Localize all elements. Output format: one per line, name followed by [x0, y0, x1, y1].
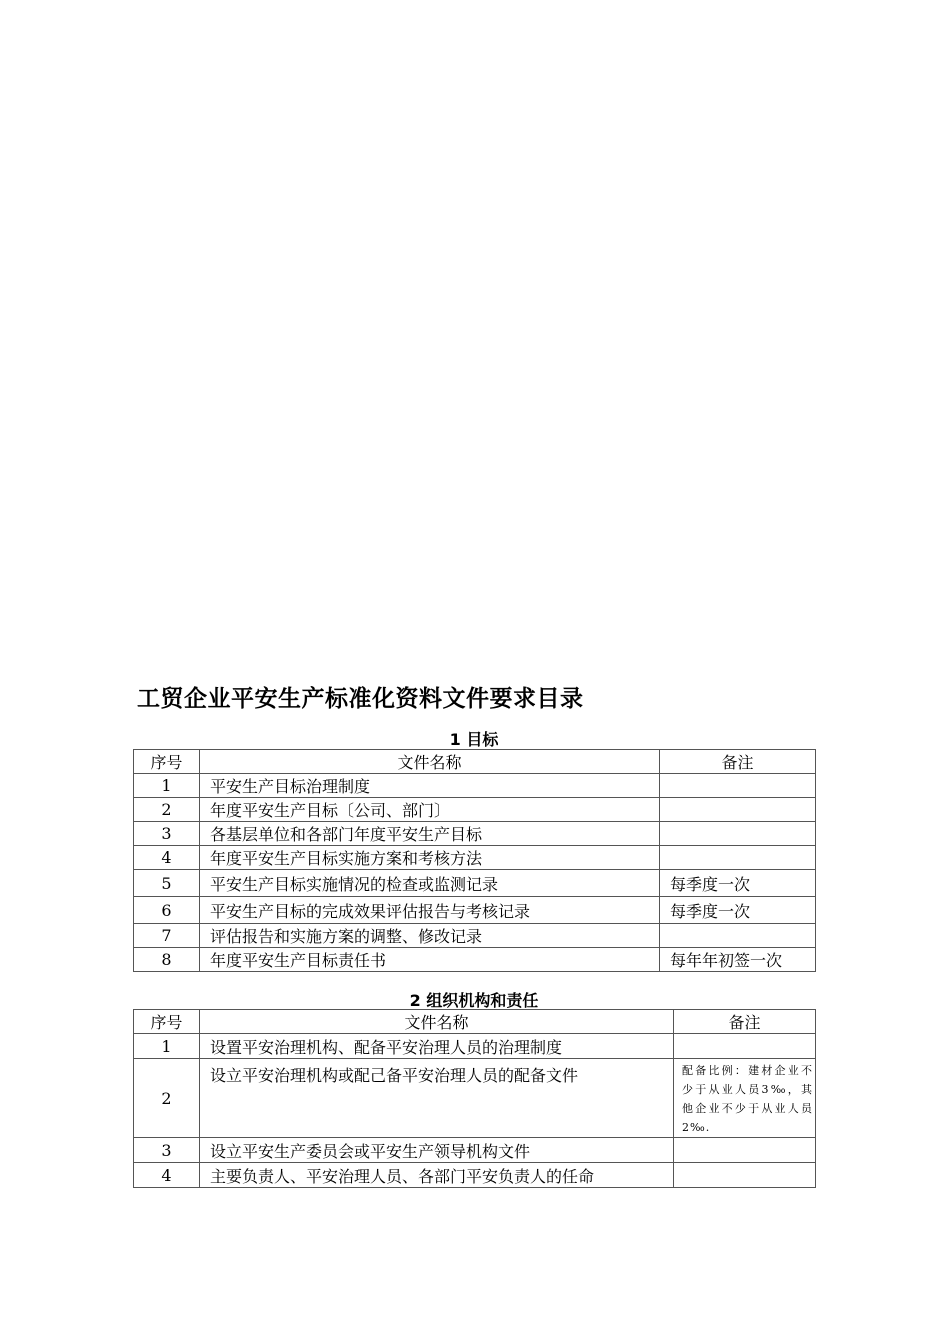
row-name: 设立平安治理机构或配己备平安治理人员的配备文件	[200, 1059, 674, 1138]
row-name: 平安生产目标治理制度	[200, 774, 660, 798]
table-row	[134, 924, 816, 948]
section-2-table	[133, 1009, 816, 1188]
row-name: 年度平安生产目标实施方案和考核方法	[200, 846, 660, 870]
table-row	[134, 1034, 816, 1059]
table-row	[134, 846, 816, 870]
row-no: 8	[134, 948, 200, 972]
row-name: 设立平安生产委员会或平安生产领导机构文件	[200, 1138, 674, 1163]
row-no: 1	[134, 774, 200, 798]
header-note: 备注	[674, 1010, 816, 1034]
table-row	[134, 1163, 816, 1188]
row-note	[674, 1163, 816, 1188]
table-row	[134, 870, 816, 897]
row-name: 年度平安生产目标〔公司、部门〕	[200, 798, 660, 822]
table-row	[134, 774, 816, 798]
row-name: 主要负责人、平安治理人员、各部门平安负责人的任命	[200, 1163, 674, 1188]
row-note	[674, 1138, 816, 1163]
row-name: 平安生产目标的完成效果评估报告与考核记录	[200, 897, 660, 924]
header-no: 序号	[134, 750, 200, 774]
row-note	[660, 798, 816, 822]
row-note	[674, 1034, 816, 1059]
table-row	[134, 897, 816, 924]
row-name: 设置平安治理机构、配备平安治理人员的治理制度	[200, 1034, 674, 1059]
row-no: 3	[134, 1138, 200, 1163]
row-name: 各基层单位和各部门年度平安生产目标	[200, 822, 660, 846]
table-row	[134, 822, 816, 846]
header-no: 序号	[134, 1010, 200, 1034]
table-row	[134, 1059, 816, 1138]
section-1-title: 1 目标	[449, 730, 499, 749]
row-name: 评估报告和实施方案的调整、修改记录	[200, 924, 660, 948]
section-2-title: 2 组织机构和责任	[409, 991, 539, 1010]
header-name: 文件名称	[200, 750, 660, 774]
row-note: 每季度一次	[660, 870, 816, 897]
row-no: 7	[134, 924, 200, 948]
row-no: 2	[134, 1059, 200, 1138]
table-header-row	[134, 1010, 816, 1034]
row-no: 5	[134, 870, 200, 897]
row-note: 配备比例：建材企业不少于从业人员3‰，其他企业不少于从业人员2‰.	[674, 1059, 816, 1138]
row-note	[660, 924, 816, 948]
row-name: 平安生产目标实施情况的检查或监测记录	[200, 870, 660, 897]
row-no: 6	[134, 897, 200, 924]
table-row	[134, 948, 816, 972]
section-1-table	[133, 749, 816, 972]
row-note: 每年年初签一次	[660, 948, 816, 972]
row-note	[660, 822, 816, 846]
table-row	[134, 798, 816, 822]
row-note: 每季度一次	[660, 897, 816, 924]
row-note	[660, 774, 816, 798]
row-note	[660, 846, 816, 870]
header-name: 文件名称	[200, 1010, 674, 1034]
row-no: 2	[134, 798, 200, 822]
row-no: 3	[134, 822, 200, 846]
row-no: 1	[134, 1034, 200, 1059]
row-no: 4	[134, 1163, 200, 1188]
row-name: 年度平安生产目标责任书	[200, 948, 660, 972]
document-title: 工贸企业平安生产标准化资料文件要求目录	[137, 686, 584, 712]
table-header-row	[134, 750, 816, 774]
row-no: 4	[134, 846, 200, 870]
header-note: 备注	[660, 750, 816, 774]
table-row	[134, 1138, 816, 1163]
